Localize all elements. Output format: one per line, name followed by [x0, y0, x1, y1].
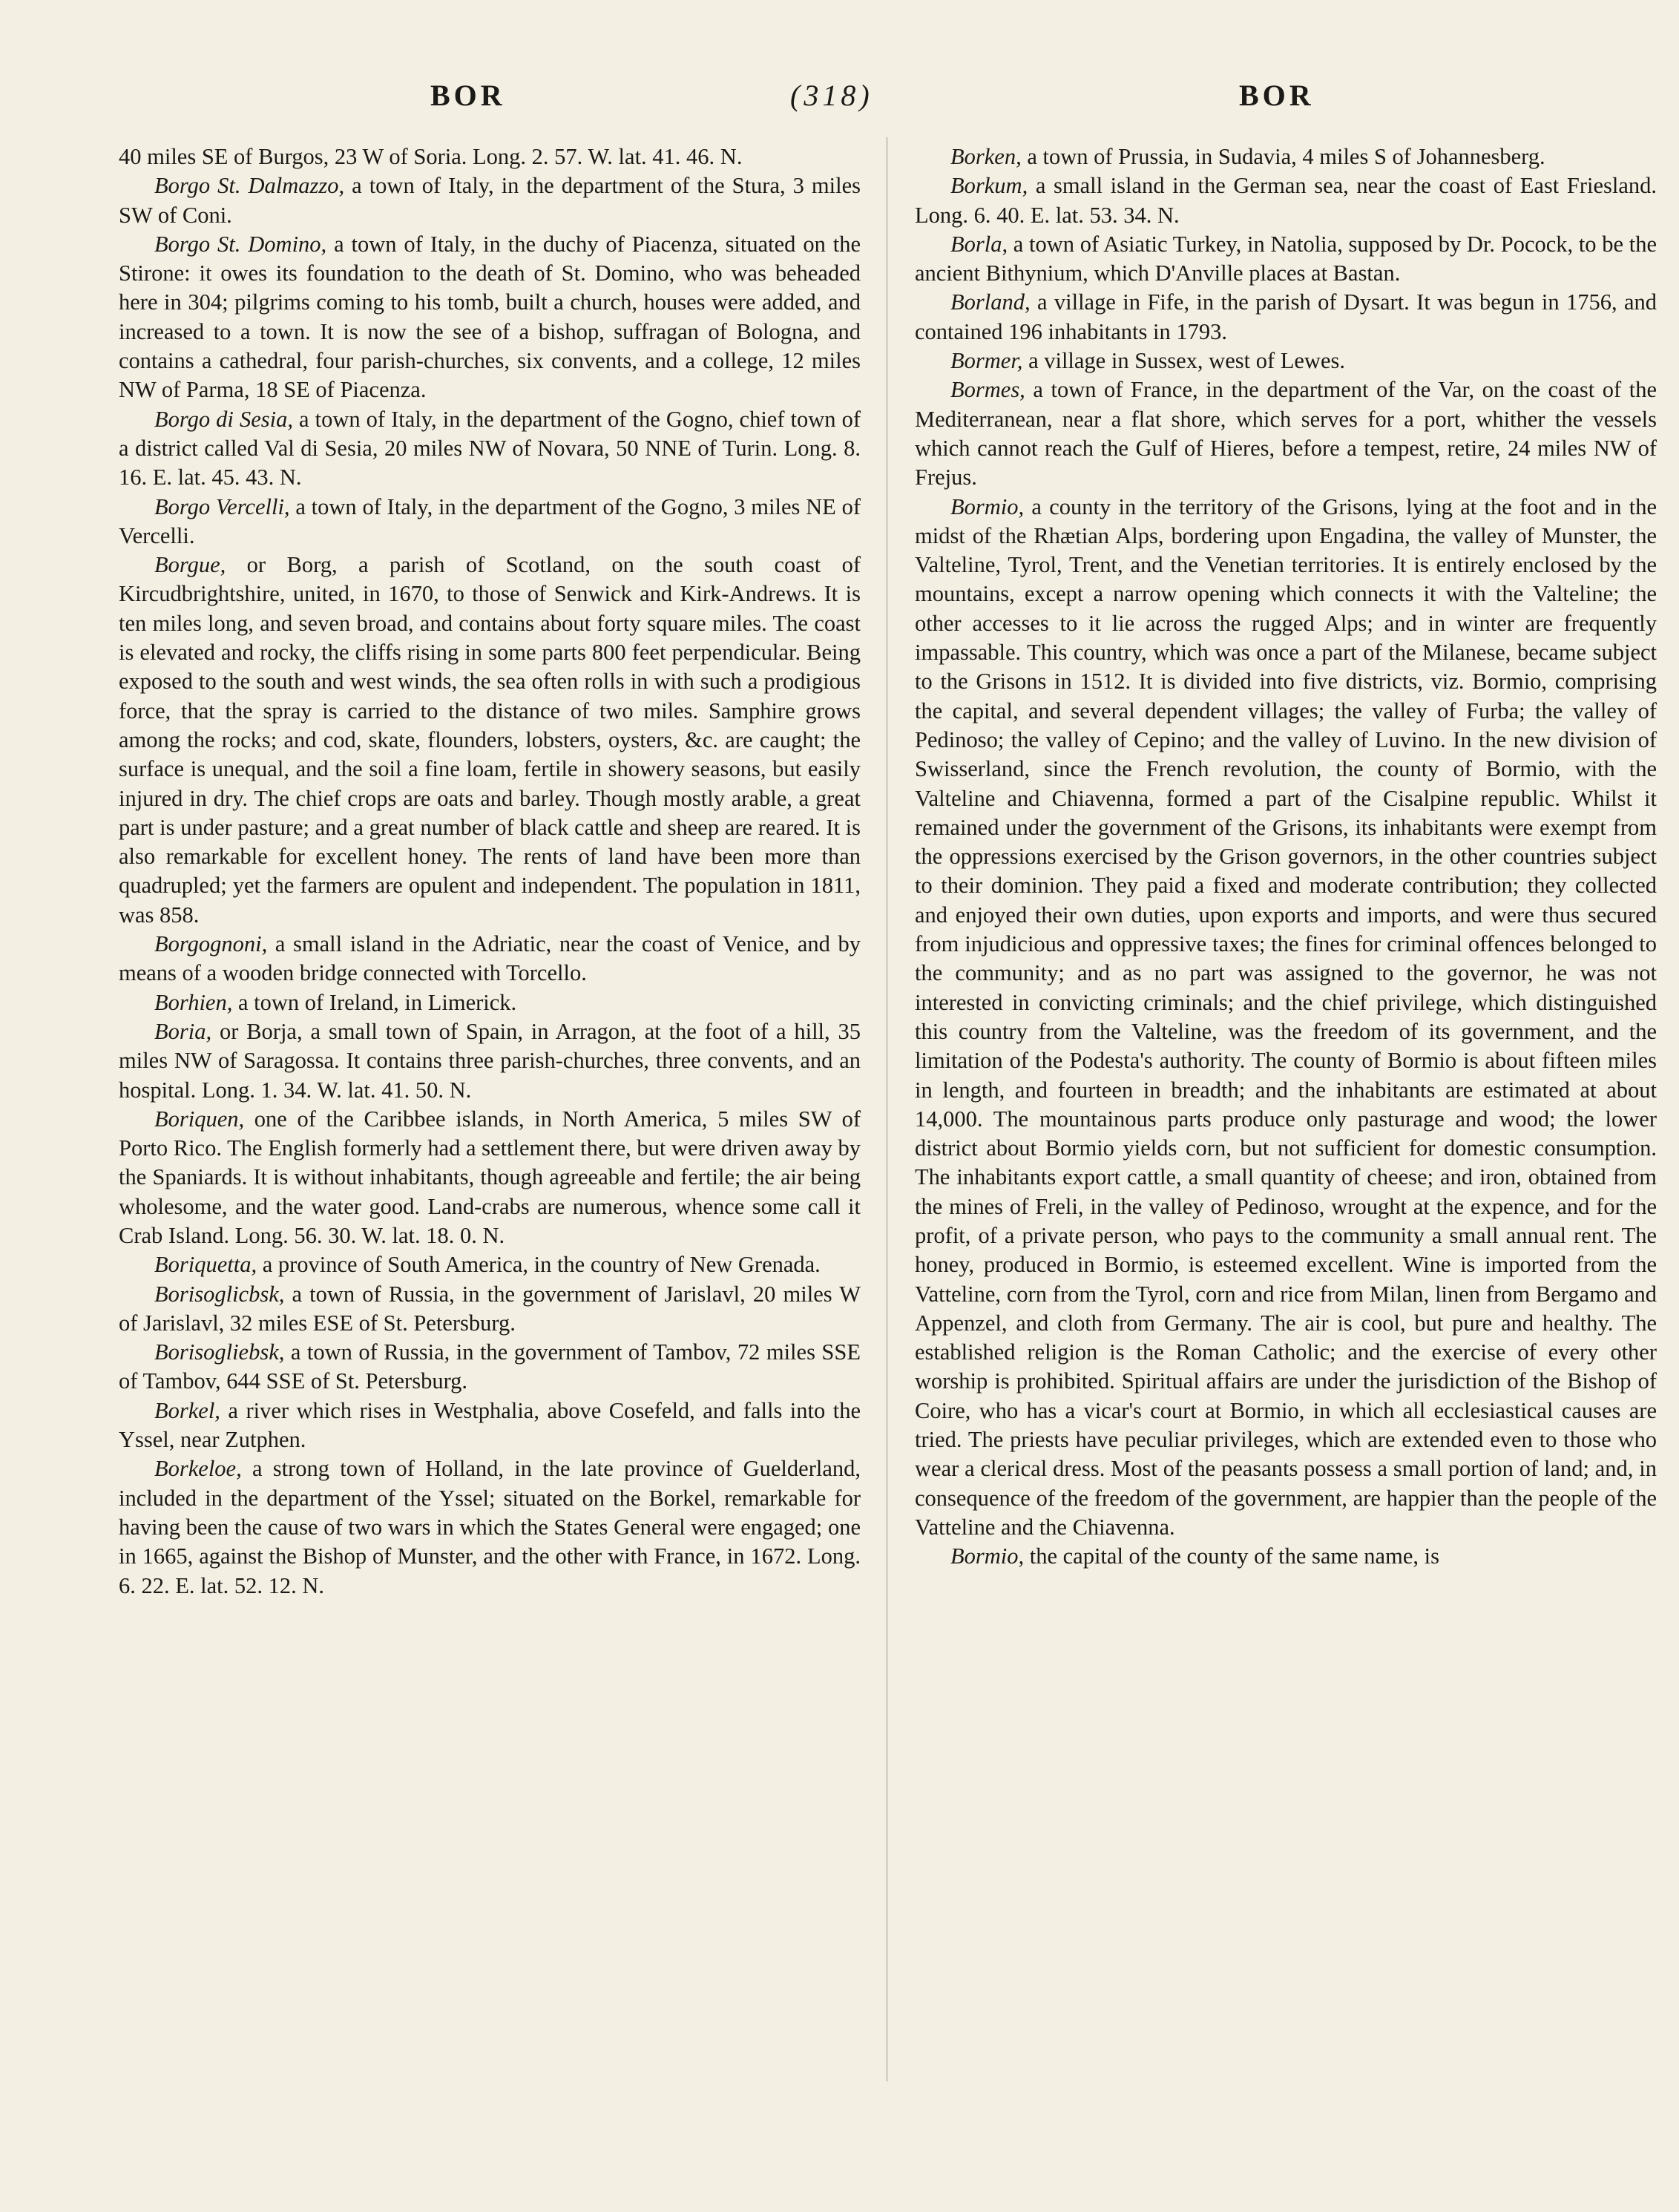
- dictionary-entry: [119, 1017, 861, 1105]
- right-column: [915, 142, 1657, 1572]
- entry-term: Borgo Vercelli,: [154, 493, 290, 519]
- entry-text: or Borja, a small town of Spain, in Arragon, at the foot of a hill, 35 miles NW of Saragossa. It contains three parish-churches, three convents, and an hospital. Long. 1. 34. W. lat. 41. 50. N.: [119, 1018, 861, 1103]
- entry-text: a river which rises in Westphalia, above Cosefeld, and falls into the Yssel, near Zutphen.: [119, 1397, 861, 1453]
- entry-text: a town of Italy, in the duchy of Piacenza, situated on the Stirone: it owes its foundation to the death of St. Domino, who was beheaded here in 304; pilgrims coming to his tomb, built a church, houses were added, and increased to a town. It is now the see of a bishop, suffragan of Bologna, and contains a cathedral, four parish-churches, six convents, and a college, 12 miles NW of Parma, 18 SE of Piacenza.: [119, 231, 861, 403]
- entry-text: a town of Prussia, in Sudavia, 4 miles S of Johannesberg.: [1021, 144, 1545, 169]
- entry-text: a town of Italy, in the department of the Stura, 3 miles SW of Coni.: [119, 173, 861, 228]
- entry-term: Borgognoni,: [154, 931, 268, 957]
- entry-text: a town of Russia, in the government of Jarislavl, 20 miles W of Jarislavl, 32 miles ESE of St. Petersburg.: [119, 1281, 861, 1336]
- entry-term: Boria,: [154, 1018, 212, 1044]
- entry-text: a village in Fife, in the parish of Dysart. It was begun in 1756, and contained 196 inhabitants in 1793.: [915, 289, 1657, 344]
- entry-term: Boriquen,: [154, 1106, 245, 1132]
- entry-text: or Borg, a parish of Scotland, on the south coast of Kircudbrightshire, united, in 1670, to those of Senwick and Kirk-Andrews. It is ten miles long, and seven broad, and contains about forty square miles. The coast is elevated and rocky, the cliffs rising in some parts 800 feet perpendicular. Being exposed to the south and west winds, the sea often rolls in with such a prodigious force, that the spray is carried to the distance of two miles. Samphire grows among the rocks; and cod, skate, flounders, lobsters, oysters, &c. are caught; the surface is unequal, and the soil a fine loam, fertile in showery seasons, but easily injured in dry. The chief crops are oats and barley. Though mostly arable, a great part is under pasture; and a great number of black cattle and sheep are reared. It is also remarkable for excellent honey. The rents of land have been more than quadrupled; yet the farmers are opulent and independent. The population in 1811, was 858.: [119, 552, 861, 928]
- entry-term: Borisogliebsk,: [154, 1339, 285, 1365]
- entry-term: Borhien,: [154, 989, 233, 1015]
- page-header: [119, 78, 1560, 122]
- dictionary-entry: [119, 551, 861, 930]
- dictionary-entry: [119, 405, 861, 493]
- dictionary-entry: [119, 1454, 861, 1600]
- entry-text: a town of Russia, in the government of Tambov, 72 miles SSE of Tambov, 644 SSE of St. Petersburg.: [119, 1339, 861, 1394]
- dictionary-entry: [915, 142, 1657, 171]
- dictionary-entry: [915, 375, 1657, 492]
- dictionary-entry: [119, 142, 861, 171]
- entry-term: Borgue,: [154, 552, 226, 578]
- entry-term: Bormes,: [950, 377, 1025, 403]
- entry-term: Borkeloe,: [154, 1456, 242, 1482]
- entry-term: Borkel,: [154, 1397, 220, 1423]
- dictionary-entry: [915, 288, 1657, 347]
- dictionary-entry: [119, 493, 861, 551]
- entry-term: Borken,: [950, 144, 1022, 169]
- dictionary-entry: [119, 230, 861, 405]
- entry-term: Borkum,: [950, 173, 1028, 199]
- entry-term: Borla,: [950, 231, 1008, 257]
- dictionary-entry: [915, 230, 1657, 289]
- dictionary-entry: [119, 1338, 861, 1397]
- entry-term: Borisoglicbsk,: [154, 1281, 285, 1307]
- entry-text: a village in Sussex, west of Lewes.: [1022, 348, 1345, 374]
- dictionary-entry: [119, 1105, 861, 1250]
- header-right-keyword: BOR: [1239, 79, 1315, 112]
- entry-term: Boriquetta,: [154, 1252, 257, 1278]
- entry-text: a province of South America, in the country of New Grenada.: [257, 1252, 821, 1278]
- dictionary-entry: [119, 1280, 861, 1339]
- dictionary-entry: [119, 988, 861, 1017]
- dictionary-entry: [915, 493, 1657, 1543]
- entry-term: Bormer,: [950, 348, 1023, 374]
- entry-term: Borgo di Sesia,: [154, 406, 293, 432]
- entry-term: Borgo St. Dalmazzo,: [154, 173, 345, 199]
- entry-term: Borgo St. Domino,: [154, 231, 327, 257]
- dictionary-entry: [119, 930, 861, 988]
- entry-text: a town of Ireland, in Limerick.: [232, 989, 517, 1015]
- left-column: [119, 142, 861, 1601]
- page-number: (318): [790, 79, 873, 112]
- entry-text: a town of Italy, in the department of the Gogno, 3 miles NE of Vercelli.: [119, 493, 861, 548]
- header-left-keyword: BOR: [430, 79, 506, 112]
- entry-text: a strong town of Holland, in the late province of Guelderland, included in the department of the Yssel; situated on the Borkel, remarkable for having been the cause of two wars in which the States General were engaged; one in 1665, against the Bishop of Munster, and the other with France, in 1672. Long. 6. 22. E. lat. 52. 12. N.: [119, 1456, 861, 1598]
- entry-text: one of the Caribbee islands, in North America, 5 miles SW of Porto Rico. The English formerly had a settlement there, but were driven away by the Spaniards. It is without inhabitants, though agreeable and fertile; the air being wholesome, and the water good. Land-crabs are numerous, whence some call it Crab Island. Long. 56. 30. W. lat. 18. 0. N.: [119, 1106, 861, 1248]
- entry-term: Bormio,: [950, 1543, 1025, 1569]
- entry-text: a small island in the German sea, near the coast of East Friesland. Long. 6. 40. E. lat. 53. 34. N.: [915, 173, 1657, 228]
- entry-term: Bormio,: [950, 493, 1025, 519]
- entry-text: a county in the territory of the Grisons, lying at the foot and in the midst of the Rhætian Alps, bordering upon Engadina, the valley of Munster, the Valteline, Tyrol, Trent, and the Venetian territories. It is entirely enclosed by the mountains, except a narrow opening which connects it with the Valteline; the other accesses to it lie across the rugged Alps; and in winter are frequently impassable. This country, which was once a part of the Milanese, became subject to the Grisons in 1512. It is divided into five districts, viz. Bormio, comprising the capital, and several dependent villages; the valley of Furba; the valley of Pedinoso; the valley of Cepino; and the valley of Luvino. In the new division of Swisserland, since the French revolution, the county of Bormio, with the Valteline and Chiavenna, formed a part of the Cisalpine republic. Whilst it remained under the government of the Grisons, its inhabitants were exempt from the oppressions exercised by the Grison governors, in the other countries subject to their dominion. They paid a fixed and moderate contribution; they collected and enjoyed their own duties, upon exports and imports, and were thus secured from injudicious and oppressive taxes; the fines for criminal offences belonged to the community; and as no part was assigned to the governor, he was not interested in convicting criminals; and the chief privilege, which distinguished this country from the Valteline, was the freedom of its government, and the limitation of the Podesta's authority. The county of Bormio is about fifteen miles in length, and fourteen in breadth; and the inhabitants are estimated at about 14,000. The mountainous parts produce only pasturage and wood; the lower district about Bormio yields corn, but not sufficient for domestic consumption. The inhabitants export cattle, a small quantity of cheese; and iron, obtained from the mines of Freli, in the valley of Pedinoso, wrought at the expence, and for the profit, of a private person, who pays to the community a small annual rent. The honey, produced in Bormio, is esteemed excellent. Wine is imported from the Vatteline, corn from the Tyrol, corn and rice from Milan, linen from Bergamo and Appenzel, and cloth from Germany. The air is cool, but pure and healthy. The established religion is the Roman Catholic; and the exercise of every other worship is prohibited. Spiritual affairs are under the jurisdiction of the Bishop of Coire, who has a vicar's court at Bormio, in which all ecclesiastical causes are tried. The priests have peculiar privileges, which are extended even to those who wear a clerical dress. Most of the peasants possess a small portion of land; and, in consequence of the freedom of the government, are happier than the people of the Vatteline and the Chiavenna.: [915, 493, 1657, 1540]
- dictionary-entry: [915, 347, 1657, 375]
- dictionary-entry: [119, 1250, 861, 1279]
- entry-text: a town of France, in the department of the Var, on the coast of the Mediterranean, near a flat shore, which serves for a port, whither the vessels which cannot reach the Gulf of Hieres, before a tempest, retire, 24 miles NW of Frejus.: [915, 377, 1657, 490]
- dictionary-entry: [119, 1397, 861, 1455]
- entry-text: 40 miles SE of Burgos, 23 W of Soria. Long. 2. 57. W. lat. 41. 46. N.: [119, 144, 743, 169]
- entry-text: the capital of the county of the same name, is: [1024, 1543, 1439, 1569]
- dictionary-entry: [915, 171, 1657, 230]
- entry-text: a town of Italy, in the department of the Gogno, chief town of a district called Val di Sesia, 20 miles NW of Novara, 50 NNE of Turin. Long. 8. 16. E. lat. 45. 43. N.: [119, 406, 861, 490]
- entry-text: a small island in the Adriatic, near the coast of Venice, and by means of a wooden bridge connected with Torcello.: [119, 931, 861, 986]
- entry-text: a town of Asiatic Turkey, in Natolia, supposed by Dr. Pocock, to be the ancient Bithynium, which D'Anville places at Bastan.: [915, 231, 1657, 286]
- entry-term: Borland,: [950, 289, 1031, 315]
- dictionary-entry: [915, 1542, 1657, 1571]
- dictionary-entry: [119, 171, 861, 230]
